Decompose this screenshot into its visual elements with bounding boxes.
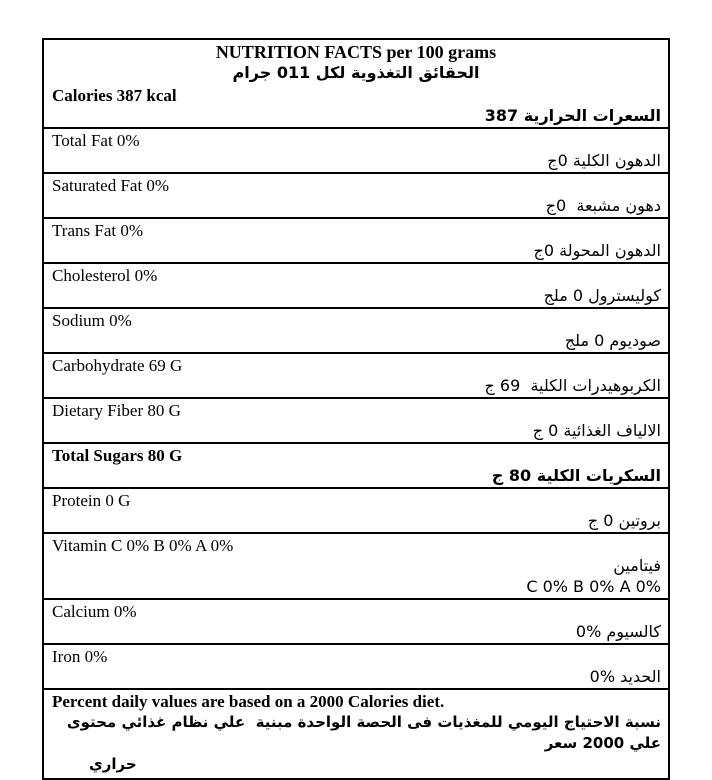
nutrient-en-label: Iron 0% (52, 647, 108, 666)
table-title-en: NUTRITION FACTS per 100 grams (215, 42, 497, 62)
nutrient-row (44, 487, 668, 532)
nutrient-ar-label: الدهون المحولة 0ج (533, 241, 661, 260)
nutrient-row (44, 262, 668, 307)
nutrient-en-label: Vitamin C 0% B 0% A 0% (52, 536, 234, 555)
nutrient-row (44, 352, 668, 397)
nutrient-row (44, 217, 668, 262)
nutrient-en-label: Dietary Fiber 80 G (52, 401, 181, 420)
nutrient-row (44, 172, 668, 217)
table-header-row (44, 40, 668, 84)
nutrient-row (44, 643, 668, 688)
nutrient-en-label: Calories 387 kcal (52, 86, 177, 105)
nutrient-row (44, 442, 668, 487)
footnote-row (44, 688, 668, 778)
nutrient-ar-label: دهون مشبعة 0ج (545, 196, 661, 215)
nutrient-ar-label: الدهون الكلية 0ج (547, 151, 661, 170)
nutrient-row (44, 127, 668, 172)
nutrient-ar-value-line: C 0% B 0% A 0% (526, 577, 661, 596)
nutrient-en-label: Trans Fat 0% (52, 221, 143, 240)
nutrient-en-label: Total Fat 0% (52, 131, 140, 150)
nutrient-row (44, 598, 668, 643)
footnote-ar-line1: نسبة الاحتياج اليومي للمغذيات فى الحصة الواحدة مبنية علي نظام غذائي محتوى علي 2000 سعر (61, 713, 661, 752)
nutrient-ar-label: الالياف الغذائية 0 ج (532, 421, 661, 440)
nutrient-ar-label: الكربوهيدرات الكلية 69 ج (484, 376, 661, 395)
nutrient-en-label: Protein 0 G (52, 491, 131, 510)
nutrient-ar-label: كالسيوم %0 (575, 622, 661, 641)
nutrient-en-label: Saturated Fat 0% (52, 176, 170, 195)
footnote-ar-line2: حراري (89, 755, 137, 773)
nutrient-row (44, 307, 668, 352)
nutrient-ar-label: فيتامين (613, 556, 661, 575)
nutrient-en-label: Carbohydrate 69 G (52, 356, 183, 375)
nutrient-en-label: Cholesterol 0% (52, 266, 158, 285)
nutrient-ar-label: الحديد %0 (589, 667, 661, 686)
nutrition-facts-table (42, 38, 670, 780)
nutrient-row (44, 84, 668, 127)
table-title-ar: الحقائق التغذوية لكل 011 جرام (232, 63, 480, 82)
nutrient-ar-label: السعرات الحرارية 387 (484, 106, 661, 125)
nutrient-row (44, 532, 668, 598)
nutrient-en-label: Total Sugars 80 G (52, 446, 183, 465)
nutrient-rows-container (44, 84, 668, 688)
nutrient-ar-label: السكريات الكلية 80 ج (491, 466, 661, 485)
nutrient-ar-label: بروتين 0 ج (587, 511, 661, 530)
nutrient-en-label: Calcium 0% (52, 602, 137, 621)
nutrient-en-label: Sodium 0% (52, 311, 132, 330)
nutrient-ar-label: صوديوم 0 ملج (564, 331, 661, 350)
footnote-en: Percent daily values are based on a 2000 Calories diet. (52, 692, 445, 711)
nutrient-ar-label: كوليسترول 0 ملج (543, 286, 661, 305)
nutrient-row (44, 397, 668, 442)
